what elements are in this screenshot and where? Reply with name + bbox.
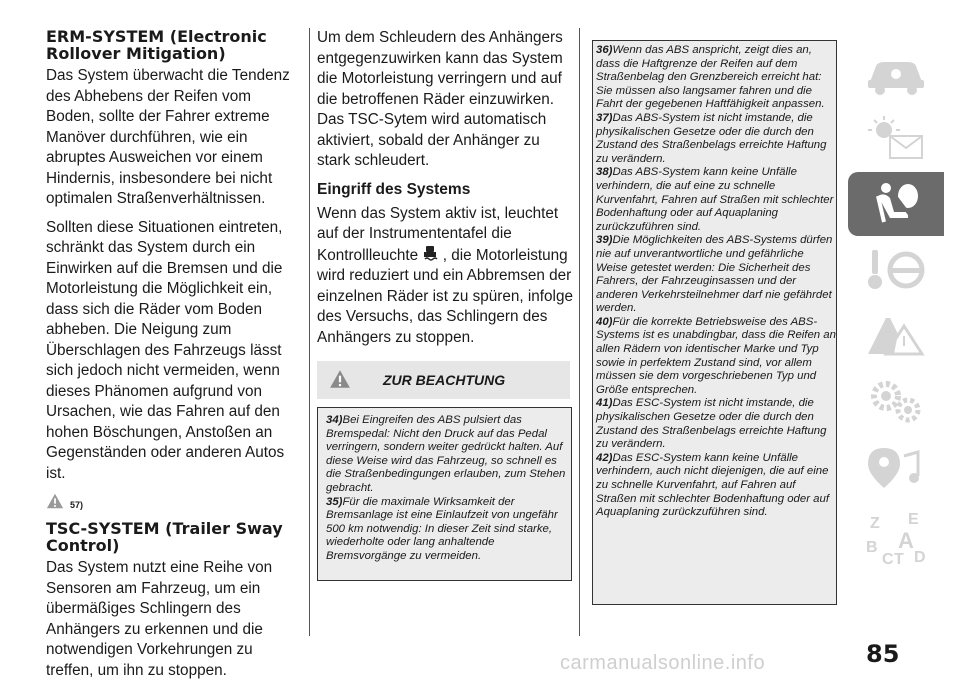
column-left [46,28,300,689]
note-number: 39) [596,234,613,247]
paragraph-erm-2: Sollten diese Situationen eintreten, schränkt das System durch ein Einwirken auf die Bremsen und die Motorleistung die Möglichkeit ein, dass sich die Räder vom Boden abheben. Die Neigung zum Überschlagen des Fahrzeugs lässt sich jedoch nicht vermeiden, wenn dieses Phänomen aufgrund von Ursachen, wie das Fahren auf den hohen Böschungen, Anstoßen an Gegenständen oder anderen Autos ist. [46,218,285,482]
note-item [596,234,836,316]
reference-number: 57) [70,500,84,510]
note-text: Das ESC-System kann keine Unfälle verhindern, auch nicht diejenigen, die auf eine zu schnelle Kurvenfahrt, auf Fahren auf Straßen mit schlechter Bodenhaftung oder auf Aquaplaning zurückzuführen sind. [596,451,830,519]
tab-emergency[interactable] [848,304,944,368]
roadside-emergency-icon [864,310,928,362]
svg-text:B: B [866,539,878,556]
note-number: 34) [326,414,343,426]
note-text: Für die korrekte Betriebsweise des ABS-Systems ist es unabdingbar, dass die Reifen an allen Rädern von identischer Marke und Typ sowie in perfektem Zustand sind, vor allem müssen sie dem vorgeschriebenen Typ und Größe entsprechen. [596,315,836,396]
paragraph-erm-1: Das System überwacht die Tendenz des Abhebens der Reifen vom Boden, sollte der Fahrer extreme Manöver durchführen, wie ein abruptes Ausweichen vor einem Hindernis, insbesondere bei nicht optimalen Straßenverhältnissen. [46,67,290,207]
multimedia-icon [864,442,928,494]
column-divider [579,28,580,636]
warning-header [317,361,570,399]
section-heading-tsc: TSC-SYSTEM (Trailer Sway Control) [46,519,283,555]
subheading-system-intervention: Eingriff des Systems [317,180,471,198]
warning-title: ZUR BEACHTUNG [383,372,506,388]
tab-starting-driving[interactable] [848,238,944,302]
warning-lights-icon [864,112,928,164]
note-number: 40) [596,315,613,328]
tab-warning-lights[interactable] [848,106,944,170]
note-number: 35) [326,495,343,508]
warning-triangle-icon [329,368,351,390]
note-item [326,414,566,496]
tab-dashboard[interactable] [848,40,944,104]
tab-multimedia[interactable] [848,436,944,500]
airbag-seat-icon [864,178,928,230]
note-number: 38) [596,166,613,179]
paragraph-intervention [317,204,573,349]
tab-index[interactable] [848,502,944,566]
trailer-sway-warning-light-icon [422,245,438,263]
note-number: 41) [596,397,613,410]
note-text: Wenn das ABS anspricht, zeigt dies an, dass die Haftgrenze der Reifen auf dem Straßenbelag den Grenzbereich erreicht hat: Sie müssen also langsamer fahren und die Fahrt der gegebenen Haftfähigkeit anpassen. [596,44,825,111]
key-steering-icon [864,244,928,296]
note-text: Bei Eingreifen des ABS pulsiert das Bremspedal: Nicht den Druck auf das Pedal verringern, sondern weiter gedrückt halten. Auf diese Weise wird das Fahrzeug, so schnell es die Straßenbedingungen erlauben, zum Stehen gebracht. [326,414,566,494]
note-item [596,166,836,234]
car-dashboard-icon [864,46,928,98]
notes-box-abs-esc [592,40,837,605]
note-number: 37) [596,111,613,124]
svg-text:E: E [908,511,919,528]
paragraph-tsc-1: Das System nutzt eine Reihe von Sensoren am Fahrzeug, um ein übermäßiges Schlingern des Anhängers zu erkennen und die notwendigen Vorkehrungen zu treffen, um ihn zu stoppen. [46,559,273,679]
svg-text:T: T [894,551,904,566]
warning-notes-box [317,407,572,581]
tab-maintenance[interactable] [848,370,944,434]
note-number: 36) [596,44,613,56]
column-middle [317,28,573,388]
note-item [596,397,836,451]
section-heading-erm: ERM-SYSTEM (Electronic Rollover Mitigation) [46,27,267,63]
tab-safety-active[interactable] [848,172,944,236]
paragraph-intervention-part2: , die Motorleistung wird reduziert und ein Abbremsen der einzelnen Räder ist zu spüren, infolge des Versuchs, das Schlingern des Anhängers zu stoppen. [317,246,573,346]
svg-text:C: C [882,551,894,566]
note-text: Für die maximale Wirksamkeit der Bremsanlage ist eine Einlaufzeit von ungefähr 500 km notwendig: In dieser Zeit sind starke, wiederholte oder lang anhaltende Bremsvorgänge zu vermeiden. [326,495,558,562]
note-item [596,112,836,166]
maintenance-gears-icon [864,376,928,428]
note-number: 42) [596,451,613,464]
note-item [326,496,566,564]
warning-triangle-icon [46,492,64,510]
paragraph-tsc-2: Um dem Schleudern des Anhängers entgegenzuwirken kann das System die Motorleistung verringern und auf die betroffenen Räder einzuwirken. Das TSC-Sytem wird automatisch aktiviert, sobald der Anhänger zu stark schleudert. [317,29,563,169]
svg-text:D: D [914,549,926,566]
column-divider [309,28,310,636]
note-text: Die Möglichkeiten des ABS-Systems dürfen nie auf unverantwortliche und gefährliche Weise getestet werden: Die Sicherheit des Fahrers, der Fahrzeuginsassen und der anderen Verkehrsteilnehmer darf nie gefährdet werden. [596,234,833,315]
watermark: carmanualsonline.info [560,652,766,674]
note-text: Das ABS-System ist nicht imstande, die physikalischen Gesetze oder die durch den Zustand des Straßenbelags erreichte Haftung zu verändern. [596,111,827,165]
svg-text:A: A [898,528,914,553]
svg-text:Z: Z [870,515,880,532]
note-text: Das ESC-System ist nicht imstande, die physikalischen Gesetze oder die durch den Zustand des Straßenbelags erreichte Haftung zu verändern. [596,397,827,451]
note-text: Das ABS-System kann keine Unfälle verhindern, die auf eine zu schnelle Kurvenfahrt, Fahren auf Straßen mit schlechter Bodenhaftung oder auf Aquaplaning zurückzuführen sind. [596,166,834,233]
note-item [596,44,836,112]
index-letters-icon [864,508,928,566]
warning-reference [46,488,300,510]
page-number: 85 [866,640,900,668]
note-item [596,452,836,520]
paragraph-intervention-part1: Wenn das System aktiv ist, leuchtet auf der Instrumententafel die Kontrollleuchte [317,204,559,264]
note-item [596,316,836,398]
